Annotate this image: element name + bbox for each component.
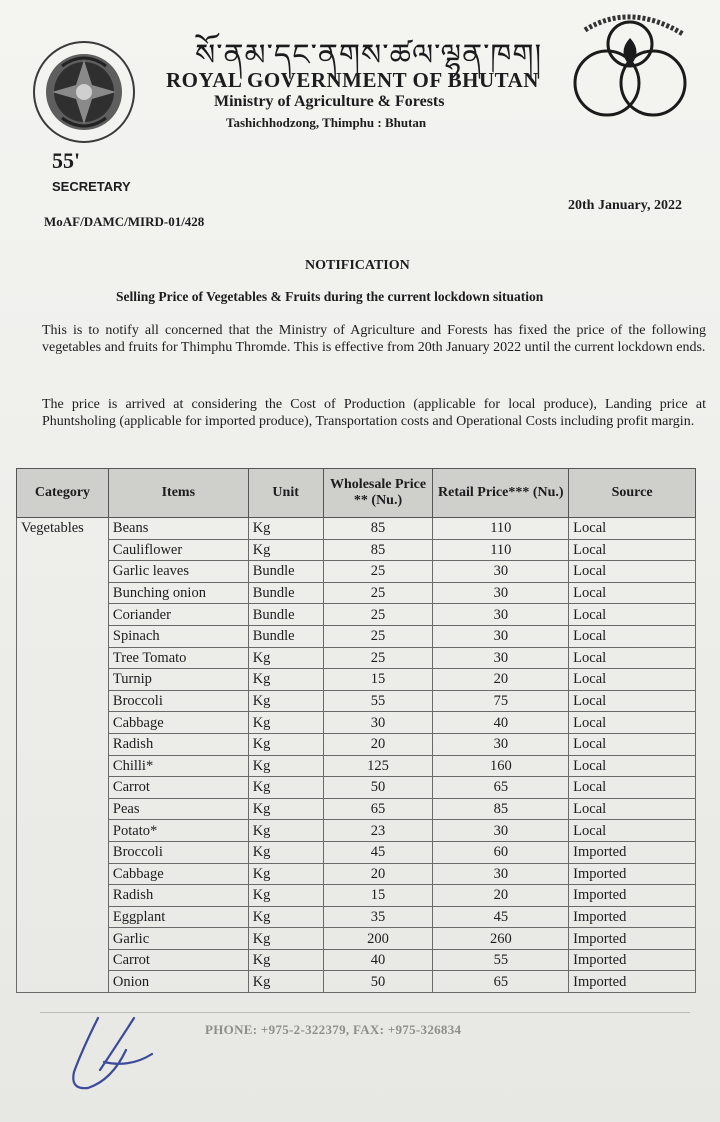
unit-cell: Bundle — [248, 625, 323, 647]
wholesale-cell: 50 — [323, 777, 433, 799]
table-row — [17, 885, 696, 907]
item-cell: Carrot — [108, 777, 248, 799]
wholesale-cell: 20 — [323, 733, 433, 755]
retail-cell: 30 — [433, 863, 569, 885]
retail-cell: 40 — [433, 712, 569, 734]
unit-cell: Kg — [248, 841, 323, 863]
header-wholesale: Wholesale Price ** (Nu.) — [323, 469, 433, 518]
table-row — [17, 863, 696, 885]
retail-cell: 30 — [433, 820, 569, 842]
source-cell: Local — [569, 669, 696, 691]
header-unit: Unit — [248, 469, 323, 518]
retail-cell: 45 — [433, 906, 569, 928]
unit-cell: Kg — [248, 712, 323, 734]
unit-cell: Kg — [248, 820, 323, 842]
wholesale-cell: 85 — [323, 539, 433, 561]
source-cell: Imported — [569, 949, 696, 971]
table-row — [17, 518, 696, 540]
item-cell: Potato* — [108, 820, 248, 842]
table-row — [17, 625, 696, 647]
table-row — [17, 582, 696, 604]
ministry-name: Ministry of Agriculture & Forests — [214, 93, 445, 110]
item-cell: Onion — [108, 971, 248, 993]
notification-heading: NOTIFICATION — [305, 258, 410, 273]
source-cell: Local — [569, 647, 696, 669]
pricing-basis-paragraph: The price is arrived at considering the Cost of Production (applicable for local produce), Landing price at Phuntsholing (applicable for imported produce), Transportation costs and Operational Costs including profit margin. — [42, 397, 706, 429]
table-row — [17, 733, 696, 755]
retail-cell: 30 — [433, 604, 569, 626]
source-cell: Imported — [569, 885, 696, 907]
item-cell: Garlic leaves — [108, 561, 248, 583]
retail-cell: 110 — [433, 518, 569, 540]
source-cell: Local — [569, 604, 696, 626]
source-cell: Local — [569, 518, 696, 540]
item-cell: Broccoli — [108, 841, 248, 863]
table-row — [17, 690, 696, 712]
retail-cell: 20 — [433, 669, 569, 691]
handwritten-signature — [60, 1010, 170, 1100]
wholesale-cell: 200 — [323, 928, 433, 950]
header-retail: Retail Price*** (Nu.) — [433, 469, 569, 518]
source-cell: Imported — [569, 906, 696, 928]
item-cell: Cabbage — [108, 863, 248, 885]
wholesale-cell: 25 — [323, 647, 433, 669]
source-cell: Imported — [569, 928, 696, 950]
source-cell: Local — [569, 539, 696, 561]
signatory-mark: 55' — [52, 148, 81, 173]
item-cell: Cauliflower — [108, 539, 248, 561]
item-cell: Chilli* — [108, 755, 248, 777]
table-row — [17, 906, 696, 928]
document-date: 20th January, 2022 — [568, 198, 682, 213]
retail-cell: 85 — [433, 798, 569, 820]
source-cell: Local — [569, 820, 696, 842]
unit-cell: Kg — [248, 733, 323, 755]
notification-subject: Selling Price of Vegetables & Fruits during the current lockdown situation — [116, 289, 544, 304]
item-cell: Bunching onion — [108, 582, 248, 604]
wholesale-cell: 15 — [323, 885, 433, 907]
unit-cell: Kg — [248, 690, 323, 712]
wholesale-cell: 25 — [323, 561, 433, 583]
retail-cell: 65 — [433, 971, 569, 993]
source-cell: Local — [569, 712, 696, 734]
source-cell: Imported — [569, 841, 696, 863]
national-emblem-icon — [22, 30, 142, 155]
reference-number: MoAF/DAMC/MIRD-01/428 — [44, 214, 205, 229]
table-row — [17, 820, 696, 842]
signatory-title: SECRETARY — [52, 179, 131, 194]
table-row — [17, 712, 696, 734]
item-cell: Turnip — [108, 669, 248, 691]
table-row — [17, 777, 696, 799]
wholesale-cell: 25 — [323, 625, 433, 647]
header-items: Items — [108, 469, 248, 518]
item-cell: Radish — [108, 733, 248, 755]
table-row — [17, 604, 696, 626]
intro-paragraph: This is to notify all concerned that the Ministry of Agriculture and Forests has fixed the price of the following vegetables and fruits for Thimphu Thromde. This is effective from 20th January 2022 until the current lockdown ends. — [42, 323, 706, 355]
table-row — [17, 841, 696, 863]
header-source: Source — [569, 469, 696, 518]
retail-cell: 30 — [433, 733, 569, 755]
unit-cell: Kg — [248, 539, 323, 561]
item-cell: Spinach — [108, 625, 248, 647]
wholesale-cell: 50 — [323, 971, 433, 993]
item-cell: Carrot — [108, 949, 248, 971]
wholesale-cell: 55 — [323, 690, 433, 712]
item-cell: Peas — [108, 798, 248, 820]
unit-cell: Kg — [248, 777, 323, 799]
unit-cell: Bundle — [248, 582, 323, 604]
item-cell: Tree Tomato — [108, 647, 248, 669]
retail-cell: 65 — [433, 777, 569, 799]
unit-cell: Kg — [248, 906, 323, 928]
unit-cell: Kg — [248, 885, 323, 907]
wholesale-cell: 45 — [323, 841, 433, 863]
government-name: ROYAL GOVERNMENT OF BHUTAN — [166, 68, 539, 92]
table-body — [17, 518, 696, 993]
wholesale-cell: 15 — [323, 669, 433, 691]
table-row — [17, 561, 696, 583]
wholesale-cell: 65 — [323, 798, 433, 820]
source-cell: Local — [569, 798, 696, 820]
source-cell: Local — [569, 755, 696, 777]
unit-cell: Bundle — [248, 604, 323, 626]
dzongkha-title: སོ་ནམ་དང་ནགས་ཚལ་ལྷན་ཁག། — [195, 38, 543, 73]
source-cell: Imported — [569, 863, 696, 885]
source-cell: Local — [569, 690, 696, 712]
table-row — [17, 755, 696, 777]
item-cell: Broccoli — [108, 690, 248, 712]
retail-cell: 60 — [433, 841, 569, 863]
unit-cell: Kg — [248, 863, 323, 885]
unit-cell: Kg — [248, 971, 323, 993]
table-row — [17, 971, 696, 993]
retail-cell: 20 — [433, 885, 569, 907]
unit-cell: Kg — [248, 647, 323, 669]
retail-cell: 110 — [433, 539, 569, 561]
unit-cell: Bundle — [248, 561, 323, 583]
item-cell: Beans — [108, 518, 248, 540]
item-cell: Garlic — [108, 928, 248, 950]
item-cell: Radish — [108, 885, 248, 907]
ministry-logo-icon — [555, 8, 705, 128]
wholesale-cell: 35 — [323, 906, 433, 928]
price-table — [16, 468, 696, 993]
table-row — [17, 798, 696, 820]
unit-cell: Kg — [248, 755, 323, 777]
unit-cell: Kg — [248, 518, 323, 540]
wholesale-cell: 125 — [323, 755, 433, 777]
table-row — [17, 928, 696, 950]
retail-cell: 30 — [433, 625, 569, 647]
retail-cell: 30 — [433, 582, 569, 604]
source-cell: Imported — [569, 971, 696, 993]
item-cell: Cabbage — [108, 712, 248, 734]
wholesale-cell: 40 — [323, 949, 433, 971]
ministry-address: Tashichhodzong, Thimphu : Bhutan — [226, 115, 427, 130]
footer-divider — [40, 1012, 690, 1013]
table-row — [17, 539, 696, 561]
footer-contact: PHONE: +975-2-322379, FAX: +975-326834 — [205, 1022, 462, 1037]
retail-cell: 30 — [433, 647, 569, 669]
source-cell: Local — [569, 582, 696, 604]
source-cell: Local — [569, 777, 696, 799]
retail-cell: 75 — [433, 690, 569, 712]
wholesale-cell: 25 — [323, 604, 433, 626]
table-row — [17, 647, 696, 669]
table-header-row — [17, 469, 696, 518]
source-cell: Local — [569, 733, 696, 755]
retail-cell: 30 — [433, 561, 569, 583]
source-cell: Local — [569, 561, 696, 583]
wholesale-cell: 25 — [323, 582, 433, 604]
retail-cell: 260 — [433, 928, 569, 950]
category-cell: Vegetables — [17, 518, 109, 993]
wholesale-cell: 20 — [323, 863, 433, 885]
item-cell: Eggplant — [108, 906, 248, 928]
header-category: Category — [17, 469, 109, 518]
wholesale-cell: 85 — [323, 518, 433, 540]
source-cell: Local — [569, 625, 696, 647]
wholesale-cell: 23 — [323, 820, 433, 842]
unit-cell: Kg — [248, 669, 323, 691]
retail-cell: 160 — [433, 755, 569, 777]
unit-cell: Kg — [248, 928, 323, 950]
unit-cell: Kg — [248, 949, 323, 971]
table-row — [17, 949, 696, 971]
wholesale-cell: 30 — [323, 712, 433, 734]
retail-cell: 55 — [433, 949, 569, 971]
item-cell: Coriander — [108, 604, 248, 626]
unit-cell: Kg — [248, 798, 323, 820]
table-row — [17, 669, 696, 691]
